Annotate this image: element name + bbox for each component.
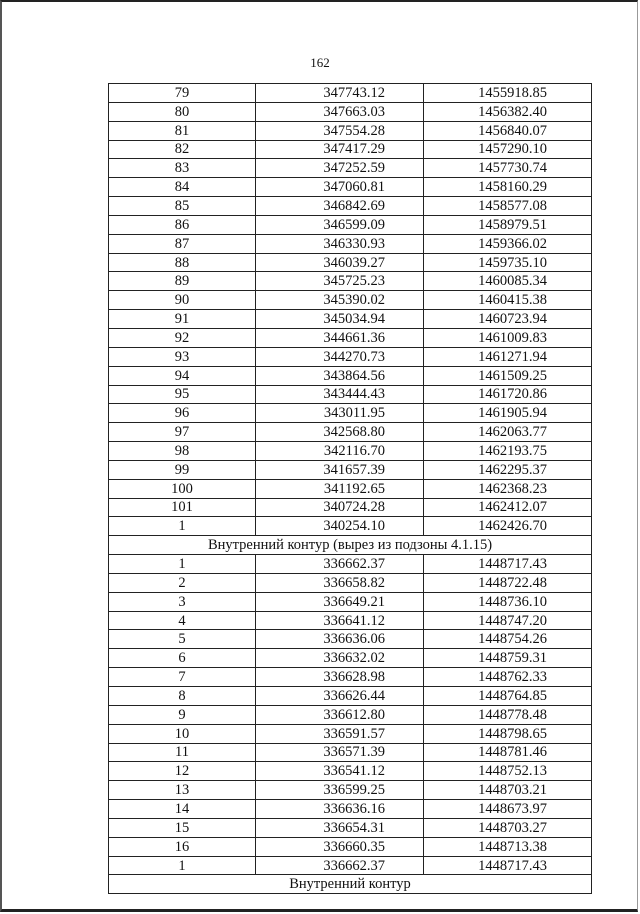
x-coordinate-cell: 345390.02: [256, 291, 424, 310]
y-coordinate-cell: 1462368.23: [424, 479, 592, 498]
x-coordinate-cell: 343444.43: [256, 385, 424, 404]
point-number-cell: 3: [109, 592, 256, 611]
x-coordinate-cell: 336628.98: [256, 668, 424, 687]
y-coordinate-cell: 1448673.97: [424, 800, 592, 819]
table-row: [109, 743, 592, 762]
y-coordinate-cell: 1456840.07: [424, 121, 592, 140]
x-coordinate-cell: 340254.10: [256, 517, 424, 536]
table-row: [109, 555, 592, 574]
section-row-inner-contour: [109, 875, 592, 894]
table-row: [109, 197, 592, 216]
y-coordinate-cell: 1461905.94: [424, 404, 592, 423]
y-coordinate-cell: 1448717.43: [424, 555, 592, 574]
point-number-cell: 10: [109, 724, 256, 743]
point-number-cell: 6: [109, 649, 256, 668]
x-coordinate-cell: 336649.21: [256, 592, 424, 611]
table-row: [109, 856, 592, 875]
y-coordinate-cell: 1457730.74: [424, 159, 592, 178]
y-coordinate-cell: 1448703.27: [424, 818, 592, 837]
point-number-cell: 89: [109, 272, 256, 291]
x-coordinate-cell: 342116.70: [256, 442, 424, 461]
x-coordinate-cell: 336571.39: [256, 743, 424, 762]
table-row: [109, 818, 592, 837]
table-row: [109, 705, 592, 724]
point-number-cell: 7: [109, 668, 256, 687]
table-row: [109, 423, 592, 442]
point-number-cell: 80: [109, 102, 256, 121]
x-coordinate-cell: 344270.73: [256, 347, 424, 366]
point-number-cell: 11: [109, 743, 256, 762]
table-row: [109, 479, 592, 498]
point-number-cell: 14: [109, 800, 256, 819]
point-number-cell: 99: [109, 460, 256, 479]
x-coordinate-cell: 336599.25: [256, 781, 424, 800]
table-row: [109, 668, 592, 687]
y-coordinate-cell: 1455918.85: [424, 84, 592, 103]
x-coordinate-cell: 336626.44: [256, 687, 424, 706]
y-coordinate-cell: 1448703.21: [424, 781, 592, 800]
x-coordinate-cell: 347554.28: [256, 121, 424, 140]
x-coordinate-cell: 336632.02: [256, 649, 424, 668]
y-coordinate-cell: 1462426.70: [424, 517, 592, 536]
y-coordinate-cell: 1448747.20: [424, 611, 592, 630]
y-coordinate-cell: 1462295.37: [424, 460, 592, 479]
y-coordinate-cell: 1448798.65: [424, 724, 592, 743]
point-number-cell: 95: [109, 385, 256, 404]
point-number-cell: 94: [109, 366, 256, 385]
table-row: [109, 159, 592, 178]
y-coordinate-cell: 1461509.25: [424, 366, 592, 385]
point-number-cell: 93: [109, 347, 256, 366]
table-row: [109, 649, 592, 668]
x-coordinate-cell: 336660.35: [256, 837, 424, 856]
table-row: [109, 630, 592, 649]
y-coordinate-cell: 1460723.94: [424, 310, 592, 329]
table-row: [109, 328, 592, 347]
y-coordinate-cell: 1457290.10: [424, 140, 592, 159]
point-number-cell: 86: [109, 215, 256, 234]
point-number-cell: 1: [109, 555, 256, 574]
x-coordinate-cell: 347060.81: [256, 178, 424, 197]
table-row: [109, 253, 592, 272]
point-number-cell: 12: [109, 762, 256, 781]
table-row: [109, 121, 592, 140]
point-number-cell: 5: [109, 630, 256, 649]
x-coordinate-cell: 347743.12: [256, 84, 424, 103]
y-coordinate-cell: 1448781.46: [424, 743, 592, 762]
y-coordinate-cell: 1461009.83: [424, 328, 592, 347]
section-title: Внутренний контур: [109, 875, 592, 894]
table-row: [109, 102, 592, 121]
y-coordinate-cell: 1461720.86: [424, 385, 592, 404]
point-number-cell: 15: [109, 818, 256, 837]
x-coordinate-cell: 347417.29: [256, 140, 424, 159]
table-row: [109, 762, 592, 781]
table-row: [109, 366, 592, 385]
point-number-cell: 98: [109, 442, 256, 461]
table-row: [109, 272, 592, 291]
table-row: [109, 291, 592, 310]
table-row: [109, 310, 592, 329]
table-row: [109, 837, 592, 856]
table-row: [109, 573, 592, 592]
y-coordinate-cell: 1462063.77: [424, 423, 592, 442]
coordinates-table-body: [109, 84, 592, 894]
y-coordinate-cell: 1448759.31: [424, 649, 592, 668]
point-number-cell: 101: [109, 498, 256, 517]
table-row: [109, 460, 592, 479]
point-number-cell: 97: [109, 423, 256, 442]
x-coordinate-cell: 336636.16: [256, 800, 424, 819]
x-coordinate-cell: 346039.27: [256, 253, 424, 272]
point-number-cell: 88: [109, 253, 256, 272]
point-number-cell: 92: [109, 328, 256, 347]
point-number-cell: 96: [109, 404, 256, 423]
x-coordinate-cell: 346330.93: [256, 234, 424, 253]
y-coordinate-cell: 1448722.48: [424, 573, 592, 592]
y-coordinate-cell: 1458577.08: [424, 197, 592, 216]
table-row: [109, 800, 592, 819]
table-row: [109, 385, 592, 404]
point-number-cell: 9: [109, 705, 256, 724]
y-coordinate-cell: 1448778.48: [424, 705, 592, 724]
y-coordinate-cell: 1461271.94: [424, 347, 592, 366]
table-row: [109, 498, 592, 517]
x-coordinate-cell: 343011.95: [256, 404, 424, 423]
section-title: Внутренний контур (вырез из подзоны 4.1.15): [109, 536, 592, 555]
x-coordinate-cell: 336591.57: [256, 724, 424, 743]
y-coordinate-cell: 1460085.34: [424, 272, 592, 291]
y-coordinate-cell: 1448754.26: [424, 630, 592, 649]
y-coordinate-cell: 1462412.07: [424, 498, 592, 517]
y-coordinate-cell: 1459735.10: [424, 253, 592, 272]
point-number-cell: 85: [109, 197, 256, 216]
x-coordinate-cell: 336541.12: [256, 762, 424, 781]
point-number-cell: 87: [109, 234, 256, 253]
point-number-cell: 83: [109, 159, 256, 178]
point-number-cell: 90: [109, 291, 256, 310]
x-coordinate-cell: 347252.59: [256, 159, 424, 178]
table-row: [109, 404, 592, 423]
y-coordinate-cell: 1448736.10: [424, 592, 592, 611]
point-number-cell: 13: [109, 781, 256, 800]
coordinates-table: [108, 83, 592, 894]
point-number-cell: 16: [109, 837, 256, 856]
x-coordinate-cell: 336662.37: [256, 555, 424, 574]
table-row: [109, 687, 592, 706]
table-row: [109, 611, 592, 630]
y-coordinate-cell: 1448752.13: [424, 762, 592, 781]
table-row: [109, 234, 592, 253]
x-coordinate-cell: 341657.39: [256, 460, 424, 479]
y-coordinate-cell: 1462193.75: [424, 442, 592, 461]
point-number-cell: 79: [109, 84, 256, 103]
y-coordinate-cell: 1460415.38: [424, 291, 592, 310]
point-number-cell: 2: [109, 573, 256, 592]
page-number: 162: [310, 55, 330, 70]
point-number-cell: 1: [109, 517, 256, 536]
table-row: [109, 517, 592, 536]
table-row: [109, 347, 592, 366]
x-coordinate-cell: 345725.23: [256, 272, 424, 291]
table-row: [109, 215, 592, 234]
point-number-cell: 1: [109, 856, 256, 875]
x-coordinate-cell: 344661.36: [256, 328, 424, 347]
x-coordinate-cell: 346599.09: [256, 215, 424, 234]
x-coordinate-cell: 345034.94: [256, 310, 424, 329]
x-coordinate-cell: 343864.56: [256, 366, 424, 385]
y-coordinate-cell: 1448762.33: [424, 668, 592, 687]
y-coordinate-cell: 1458160.29: [424, 178, 592, 197]
table-row: [109, 592, 592, 611]
table-row: [109, 724, 592, 743]
point-number-cell: 8: [109, 687, 256, 706]
y-coordinate-cell: 1448713.38: [424, 837, 592, 856]
x-coordinate-cell: 336636.06: [256, 630, 424, 649]
point-number-cell: 82: [109, 140, 256, 159]
y-coordinate-cell: 1459366.02: [424, 234, 592, 253]
table-row: [109, 442, 592, 461]
table-row: [109, 178, 592, 197]
section-row-inner-contour-cutout: [109, 536, 592, 555]
y-coordinate-cell: 1456382.40: [424, 102, 592, 121]
x-coordinate-cell: 336654.31: [256, 818, 424, 837]
x-coordinate-cell: 342568.80: [256, 423, 424, 442]
x-coordinate-cell: 336612.80: [256, 705, 424, 724]
y-coordinate-cell: 1448764.85: [424, 687, 592, 706]
point-number-cell: 100: [109, 479, 256, 498]
x-coordinate-cell: 346842.69: [256, 197, 424, 216]
x-coordinate-cell: 341192.65: [256, 479, 424, 498]
point-number-cell: 91: [109, 310, 256, 329]
point-number-cell: 81: [109, 121, 256, 140]
y-coordinate-cell: 1458979.51: [424, 215, 592, 234]
point-number-cell: 84: [109, 178, 256, 197]
x-coordinate-cell: 340724.28: [256, 498, 424, 517]
y-coordinate-cell: 1448717.43: [424, 856, 592, 875]
table-row: [109, 84, 592, 103]
x-coordinate-cell: 336658.82: [256, 573, 424, 592]
x-coordinate-cell: 336641.12: [256, 611, 424, 630]
table-row: [109, 781, 592, 800]
x-coordinate-cell: 347663.03: [256, 102, 424, 121]
table-row: [109, 140, 592, 159]
point-number-cell: 4: [109, 611, 256, 630]
x-coordinate-cell: 336662.37: [256, 856, 424, 875]
